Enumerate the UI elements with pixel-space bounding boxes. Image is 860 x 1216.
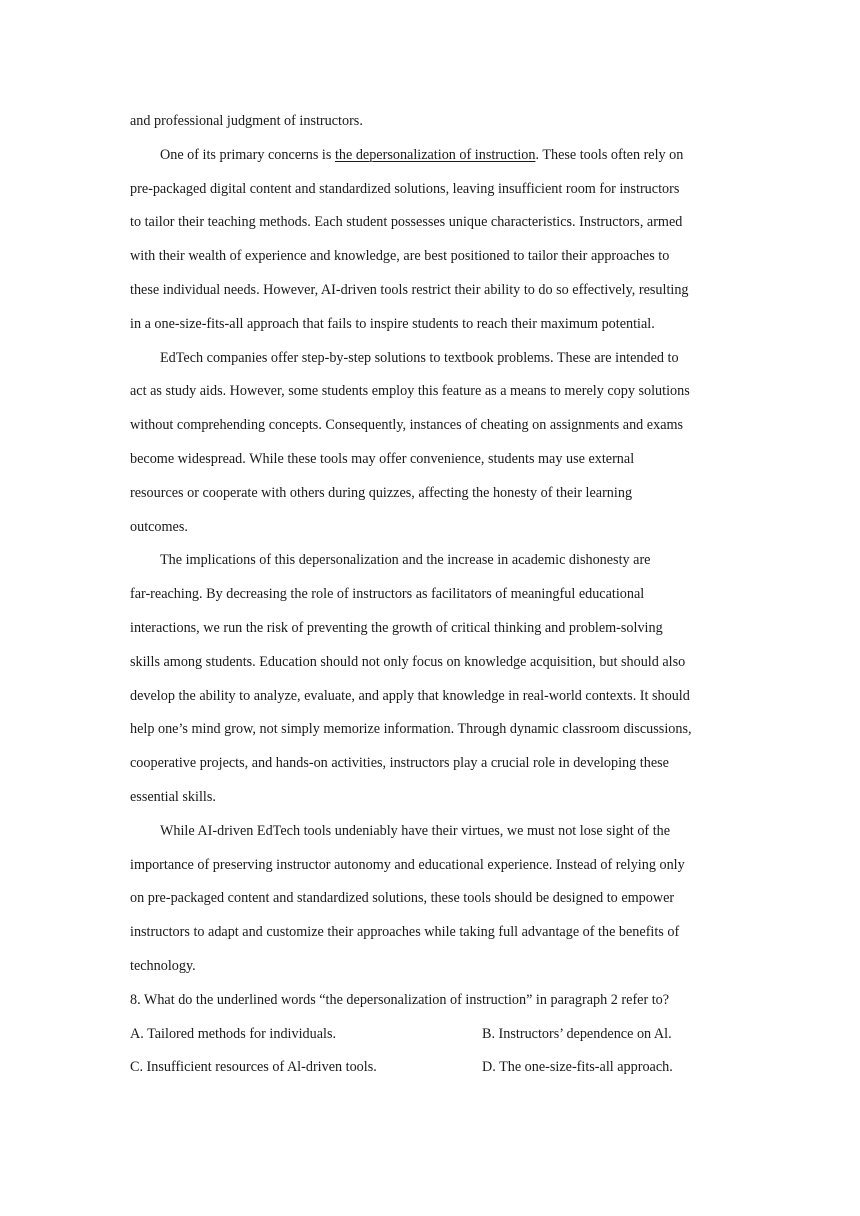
option-d: D. The one-size-fits-all approach. xyxy=(482,1059,673,1076)
options-row-2 xyxy=(130,1051,740,1085)
paragraph-3-line-4: become widespread. While these tools may offer convenience, students may use external xyxy=(130,450,635,467)
paragraph-5-line-1: While AI-driven EdTech tools undeniably have their virtues, we must not lose sight of the xyxy=(160,822,671,839)
paragraph-5-line-3: on pre-packaged content and standardized solutions, these tools should be designed to empower xyxy=(130,890,675,907)
paragraph-2-line-5: these individual needs. However, AI-driven tools restrict their ability to do so effectively, resulting xyxy=(130,281,689,298)
underlined-phrase: the depersonalization of instruction xyxy=(334,146,536,163)
option-c: C. Insufficient resources of Al-driven tools. xyxy=(130,1059,377,1076)
paragraph-4-line-7: cooperative projects, and hands-on activities, instructors play a crucial role in developing these xyxy=(130,755,669,772)
paragraph-4-line-2: far-reaching. By decreasing the role of instructors as facilitators of meaningful educational xyxy=(130,586,645,603)
paragraph-4 xyxy=(130,544,740,814)
paragraph-2-line-6: in a one-size-fits-all approach that fails to inspire students to reach their maximum potential. xyxy=(130,315,655,332)
option-b: B. Instructors’ dependence on Al. xyxy=(482,1025,672,1042)
paragraph-3-line-3: without comprehending concepts. Consequently, instances of cheating on assignments and exams xyxy=(130,417,684,434)
options-row-1 xyxy=(130,1018,740,1052)
question-8 xyxy=(130,984,740,1085)
question-stem: 8. What do the underlined words “the depersonalization of instruction” in paragraph 2 refer to? xyxy=(130,991,670,1008)
paragraph-2-line-1 xyxy=(130,139,740,173)
paragraph-3-line-2: act as study aids. However, some students employ this feature as a means to merely copy solutions xyxy=(130,383,690,400)
paragraph-4-line-1: The implications of this depersonalization and the increase in academic dishonesty are xyxy=(160,552,651,569)
paragraph-3-line-5: resources or cooperate with others during quizzes, affecting the honesty of their learning xyxy=(130,484,633,501)
paragraph-2-text: . These tools often rely on xyxy=(535,146,684,163)
paragraph-2-line-2: pre-packaged digital content and standardized solutions, leaving insufficient room for instructors xyxy=(130,180,680,197)
paragraph-3 xyxy=(130,342,740,545)
paragraph-3-line-1: EdTech companies offer step-by-step solutions to textbook problems. These are intended to xyxy=(160,349,679,366)
paragraph-4-line-5: develop the ability to analyze, evaluate, and apply that knowledge in real-world contexts. It should xyxy=(130,687,690,704)
paragraph-2-text: One of its primary concerns is xyxy=(160,146,335,163)
paragraph-2-line-4: with their wealth of experience and knowledge, are best positioned to tailor their approaches to xyxy=(130,248,670,265)
paragraph-3-line-6: outcomes. xyxy=(130,518,188,535)
paragraph-1-tail: and professional judgment of instructors. xyxy=(130,113,363,129)
paragraph-5-line-2: importance of preserving instructor autonomy and educational experience. Instead of relying only xyxy=(130,856,685,873)
paragraph-5-line-4: instructors to adapt and customize their approaches while taking full advantage of the benefits of xyxy=(130,924,680,941)
option-a: A. Tailored methods for individuals. xyxy=(130,1025,337,1042)
paragraph-2-line-3: to tailor their teaching methods. Each student possesses unique characteristics. Instructors, armed xyxy=(130,214,683,231)
paragraph-4-line-3: interactions, we run the risk of preventing the growth of critical thinking and problem-solving xyxy=(130,619,663,636)
paragraph-5-line-5: technology. xyxy=(130,957,196,974)
document-page xyxy=(130,105,740,1085)
paragraph-4-line-6: help one’s mind grow, not simply memorize information. Through dynamic classroom discussions, xyxy=(130,721,692,738)
paragraph-5 xyxy=(130,815,740,984)
paragraph-2 xyxy=(130,139,740,342)
paragraph-4-line-8: essential skills. xyxy=(130,788,216,805)
paragraph-4-line-4: skills among students. Education should not only focus on knowledge acquisition, but should also xyxy=(130,653,686,670)
